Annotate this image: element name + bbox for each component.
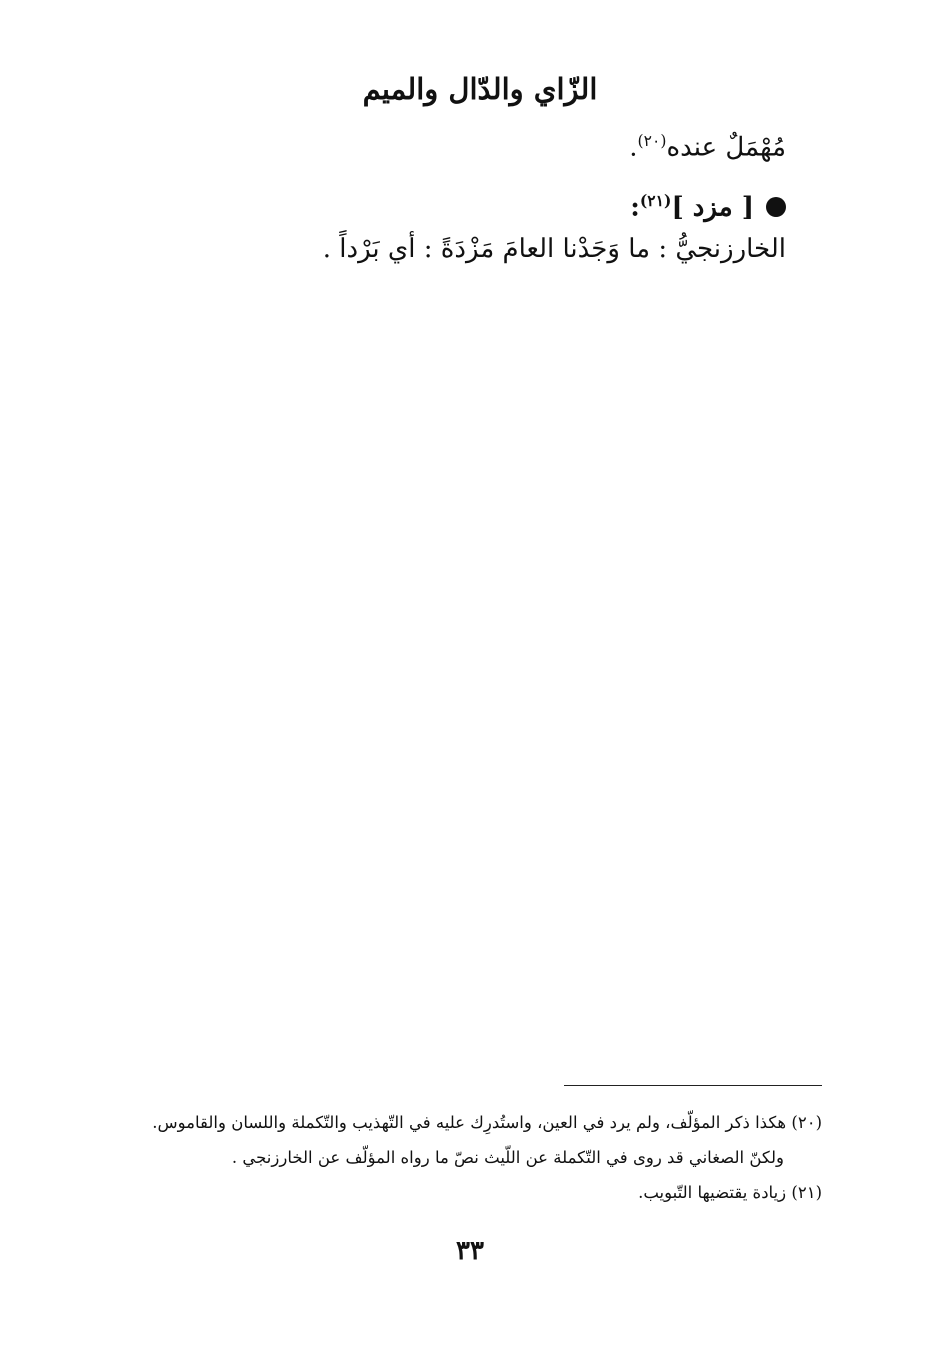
- body-line-1: [629, 132, 786, 163]
- page-title: الزّاي والدّال والميم: [362, 72, 598, 106]
- entry-heading: [630, 191, 786, 223]
- body-line-3: الخارزنجيُّ : ما وَجَدْنا العامَ مَزْدَةً : أي بَرْداً .: [322, 234, 786, 264]
- footnote-divider: [564, 1085, 822, 1086]
- line-1-text: مُهْمَلٌ عنده: [666, 132, 786, 163]
- entry-tail: :: [630, 192, 640, 223]
- page-number: ٣٣: [456, 1236, 484, 1266]
- footnote-ref-20[interactable]: (٢٠): [637, 132, 667, 150]
- entry-headword: [ مزد ]: [671, 192, 754, 223]
- footnote-ref-21[interactable]: (٢١): [639, 191, 672, 210]
- footnote-21: (٢١) زيادة يقتضيها التّبويب.: [638, 1183, 822, 1202]
- line-1-tail: .: [629, 132, 638, 163]
- footnote-20: (٢٠) هكذا ذكر المؤلّف، ولم يرد في العين، واستُدرِك عليه في التّهذيب والتّكملة واللسان والقاموس.: [152, 1113, 822, 1132]
- bullet-icon: [766, 197, 786, 217]
- footnote-20-continuation: ولكنّ الصغاني قد روى في التّكملة عن اللّيث نصّ ما رواه المؤلّف عن الخارزنجي .: [231, 1148, 784, 1167]
